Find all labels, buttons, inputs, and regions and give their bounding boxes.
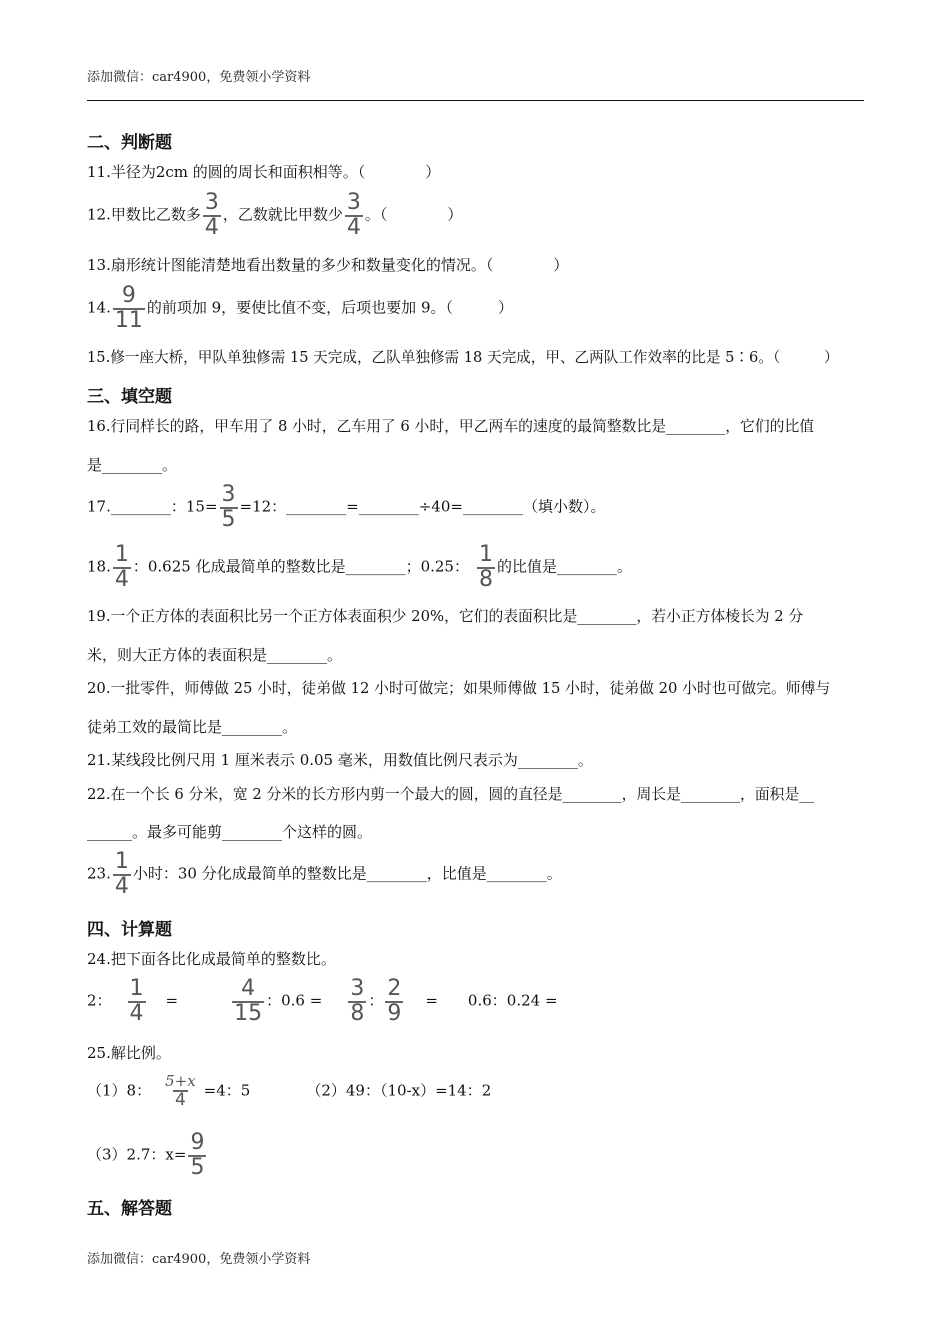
q25-part-3-lead: （3）2.7：x= <box>87 1145 187 1164</box>
fraction-denominator: 8 <box>478 567 493 592</box>
fraction <box>113 544 131 591</box>
question-14 <box>87 285 513 332</box>
question-13: 13.扇形统计图能清楚地看出数量的多少和数量变化的情况。（ ） <box>87 256 569 274</box>
q25-part-2: （2）49：（10-x）=14：2 <box>306 1081 492 1100</box>
fraction-denominator: 5 <box>190 1155 205 1180</box>
question-24-expressions <box>87 978 558 1025</box>
q23-text-b: 小时：30 分化成最简单的整数比是________，比值是________。 <box>132 864 562 883</box>
q24-expr-4: 0.6：0.24 = <box>467 991 558 1010</box>
question-16-line-1: 16.行同样长的路，甲车用了 8 小时，乙车用了 6 小时，甲乙两车的速度的最简整数比是________，它们的比值 <box>87 418 815 435</box>
question-24-title: 24.把下面各比化成最简单的整数比。 <box>87 950 336 968</box>
fraction <box>345 192 363 239</box>
question-18 <box>87 544 632 591</box>
fraction <box>113 851 131 898</box>
q25-part-1-lead: （1）8： <box>87 1081 152 1100</box>
fraction-denominator: 9 <box>387 1001 402 1026</box>
q17-text-a: 17.________：15= <box>87 497 218 516</box>
question-15: 15.修一座大桥，甲队单独修需 15 天完成，乙队单独修需 18 天完成，甲、乙两队工作效率的比是 5∶6。（ ） <box>87 349 839 366</box>
q23-text-a: 23. <box>87 864 111 883</box>
q24-expr-2-rest: ：0.6 = <box>266 991 323 1010</box>
fraction-numerator: 3 <box>350 976 365 1001</box>
q14-text-b: 的前项加 9，要使比值不变，后项也要加 9。（ ） <box>146 298 513 317</box>
q12-text-a: 12.甲数比乙数多 <box>87 205 201 224</box>
fraction-numerator: 4 <box>241 976 256 1001</box>
question-11: 11.半径为2cm 的圆的周长和面积相等。（ ） <box>87 163 441 181</box>
section-title-calculation: 四、计算题 <box>87 920 172 940</box>
fraction <box>163 1074 198 1109</box>
fraction-denominator: 4 <box>114 874 129 899</box>
q25-part-1-rest: =4：5 <box>203 1081 251 1100</box>
q24-expr-3-sep: ： <box>368 991 384 1010</box>
question-22-line-1: 22.在一个长 6 分米，宽 2 分米的长方形内剪一个最大的圆，圆的直径是________，周长是________，面积是__ <box>87 786 815 803</box>
q12-text-c: 。（ ） <box>364 205 463 224</box>
q18-text-b: ：0.625 化成最简单的整数比是________；0.25： <box>132 557 469 576</box>
fraction-numerator: 3 <box>346 190 361 215</box>
question-25-part-1-2 <box>87 1074 491 1109</box>
fraction <box>220 484 238 531</box>
q14-text-a: 14. <box>87 298 111 317</box>
fraction-numerator: 3 <box>204 190 219 215</box>
fraction <box>113 285 145 332</box>
fraction-numerator: 1 <box>114 542 129 567</box>
page-footer: 添加微信：car4900，免费领小学资料 <box>87 1252 311 1267</box>
fraction <box>232 978 264 1025</box>
fraction-numerator: 1 <box>114 849 129 874</box>
fraction <box>348 978 366 1025</box>
fraction <box>188 1132 206 1179</box>
question-16-line-2: 是________。 <box>87 456 178 474</box>
fraction-denominator: 4 <box>346 215 361 240</box>
q24-expr-1-lead: 2： <box>87 991 112 1010</box>
q24-expr-1-equals: = <box>165 991 179 1010</box>
fraction-denominator: 4 <box>174 1090 186 1110</box>
question-20-line-1: 20.一批零件，师傅做 25 小时，徒弟做 12 小时可做完；如果师傅做 15 小时，徒弟做 20 小时也可做完。师傅与 <box>87 680 831 697</box>
section-title-fill-blank: 三、填空题 <box>87 387 172 407</box>
q17-text-b: =12：________=________÷40=________（填小数）。 <box>239 497 606 516</box>
fraction-numerator: 5+x <box>165 1072 196 1090</box>
fraction <box>477 544 495 591</box>
fraction-denominator: 8 <box>350 1001 365 1026</box>
q18-text-c: 的比值是________。 <box>496 557 632 576</box>
fraction <box>385 978 403 1025</box>
question-22-line-2: ______。最多可能剪________个这样的圆。 <box>87 823 373 841</box>
question-12 <box>87 192 462 239</box>
fraction-numerator: 1 <box>129 976 144 1001</box>
fraction <box>128 978 146 1025</box>
header-rule <box>87 100 864 101</box>
fraction-denominator: 15 <box>234 1001 263 1026</box>
q12-text-b: ，乙数就比甲数少 <box>222 205 343 224</box>
fraction-denominator: 4 <box>114 567 129 592</box>
fraction <box>203 192 221 239</box>
fraction-numerator: 3 <box>221 482 236 507</box>
fraction-numerator: 9 <box>190 1130 205 1155</box>
question-23 <box>87 851 562 898</box>
question-21: 21.某线段比例尺用 1 厘米表示 0.05 毫米，用数值比例尺表示为________。 <box>87 751 593 769</box>
question-19-line-2: 米，则大正方体的表面积是________。 <box>87 646 343 664</box>
section-title-answer: 五、解答题 <box>87 1199 172 1219</box>
q18-text-a: 18. <box>87 557 111 576</box>
fraction-numerator: 9 <box>121 283 136 308</box>
fraction-numerator: 1 <box>478 542 493 567</box>
q24-expr-3-equals: = <box>425 991 438 1010</box>
fraction-denominator: 4 <box>129 1001 144 1026</box>
question-25-part-3 <box>87 1132 208 1179</box>
question-25-title: 25.解比例。 <box>87 1044 171 1062</box>
question-20-line-2: 徒弟工效的最简比是________。 <box>87 718 298 736</box>
fraction-denominator: 5 <box>221 507 236 532</box>
fraction-denominator: 11 <box>114 308 143 333</box>
fraction-numerator: 2 <box>387 976 402 1001</box>
fraction-denominator: 4 <box>204 215 219 240</box>
page-header: 添加微信：car4900，免费领小学资料 <box>87 70 311 85</box>
question-19-line-1: 19.一个正方体的表面积比另一个正方体表面积少 20%，它们的表面积比是________，若小正方体棱长为 2 分 <box>87 608 804 625</box>
question-17 <box>87 484 605 531</box>
section-title-judgement: 二、判断题 <box>87 133 172 153</box>
